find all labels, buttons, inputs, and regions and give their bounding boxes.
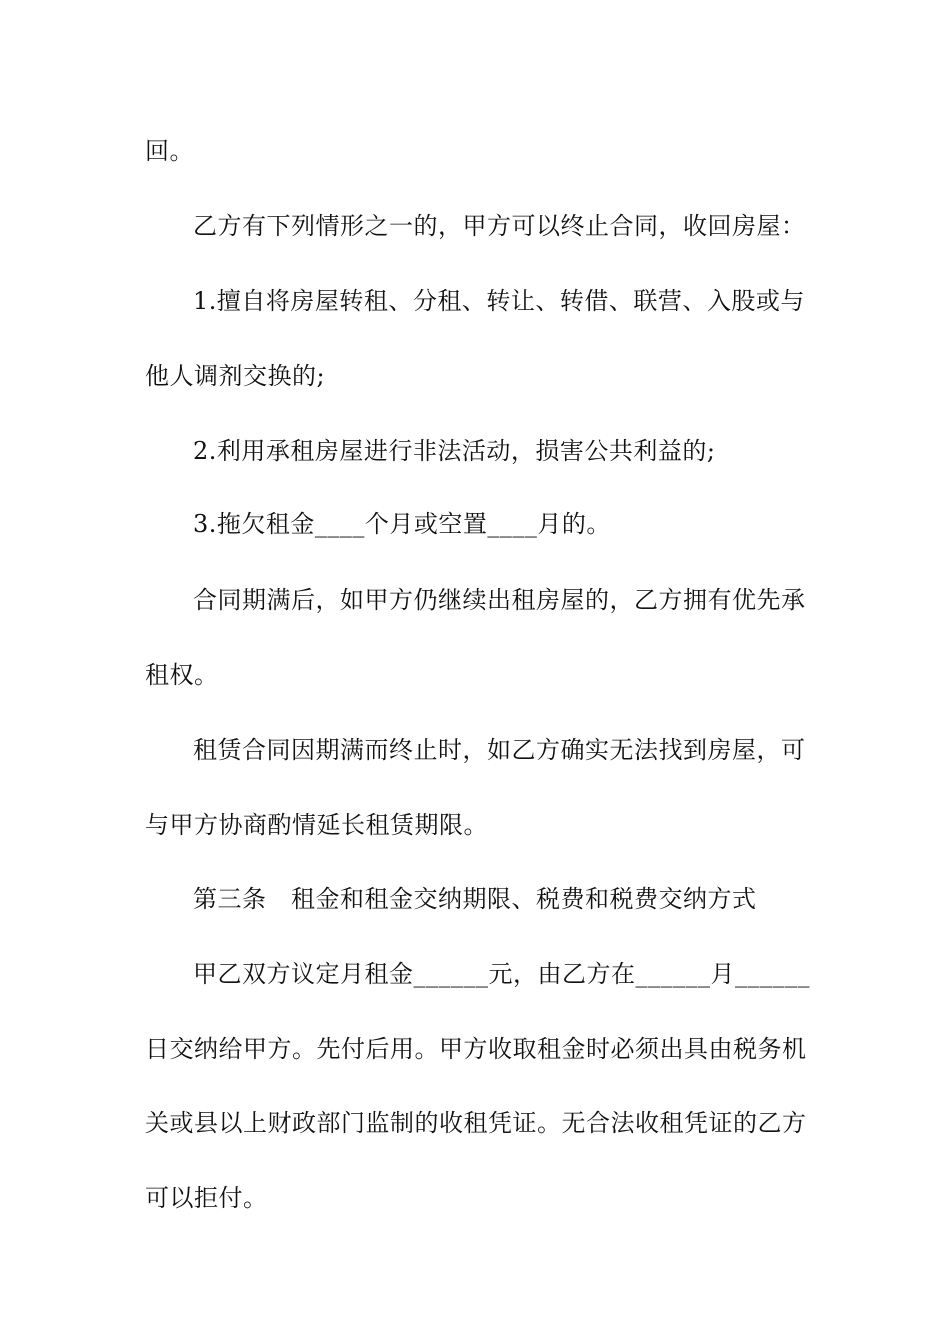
text-line: 1.擅自将房屋转租、分租、转让、转借、联营、入股或与	[193, 287, 805, 315]
text-line: 租权。	[145, 661, 219, 689]
section-heading: 第三条 租金和租金交纳期限、税费和税费交纳方式	[193, 885, 757, 913]
text-line: 乙方有下列情形之一的，甲方可以终止合同，收回房屋：	[193, 212, 806, 240]
text-line: 与甲方协商酌情延长租赁期限。	[145, 811, 488, 839]
text-line: 2.利用承租房屋进行非法活动，损害公共利益的;	[193, 437, 716, 465]
text-line: 合同期满后，如甲方仍继续出租房屋的，乙方拥有优先承	[193, 586, 806, 614]
text-line: 回。	[145, 137, 194, 165]
text-line: 他人调剂交换的;	[145, 362, 326, 390]
text-line: 3.拖欠租金____个月或空置____月的。	[193, 510, 611, 538]
text-line: 日交纳给甲方。先付后用。甲方收取租金时必须出具由税务机	[145, 1035, 807, 1063]
text-line: 可以拒付。	[145, 1184, 268, 1212]
text-line: 关或县以上财政部门监制的收租凭证。无合法收租凭证的乙方	[145, 1109, 807, 1137]
text-line: 甲乙双方议定月租金______元，由乙方在______月______	[193, 960, 810, 988]
text-line: 租赁合同因期满而终止时，如乙方确实无法找到房屋，可	[193, 736, 806, 764]
